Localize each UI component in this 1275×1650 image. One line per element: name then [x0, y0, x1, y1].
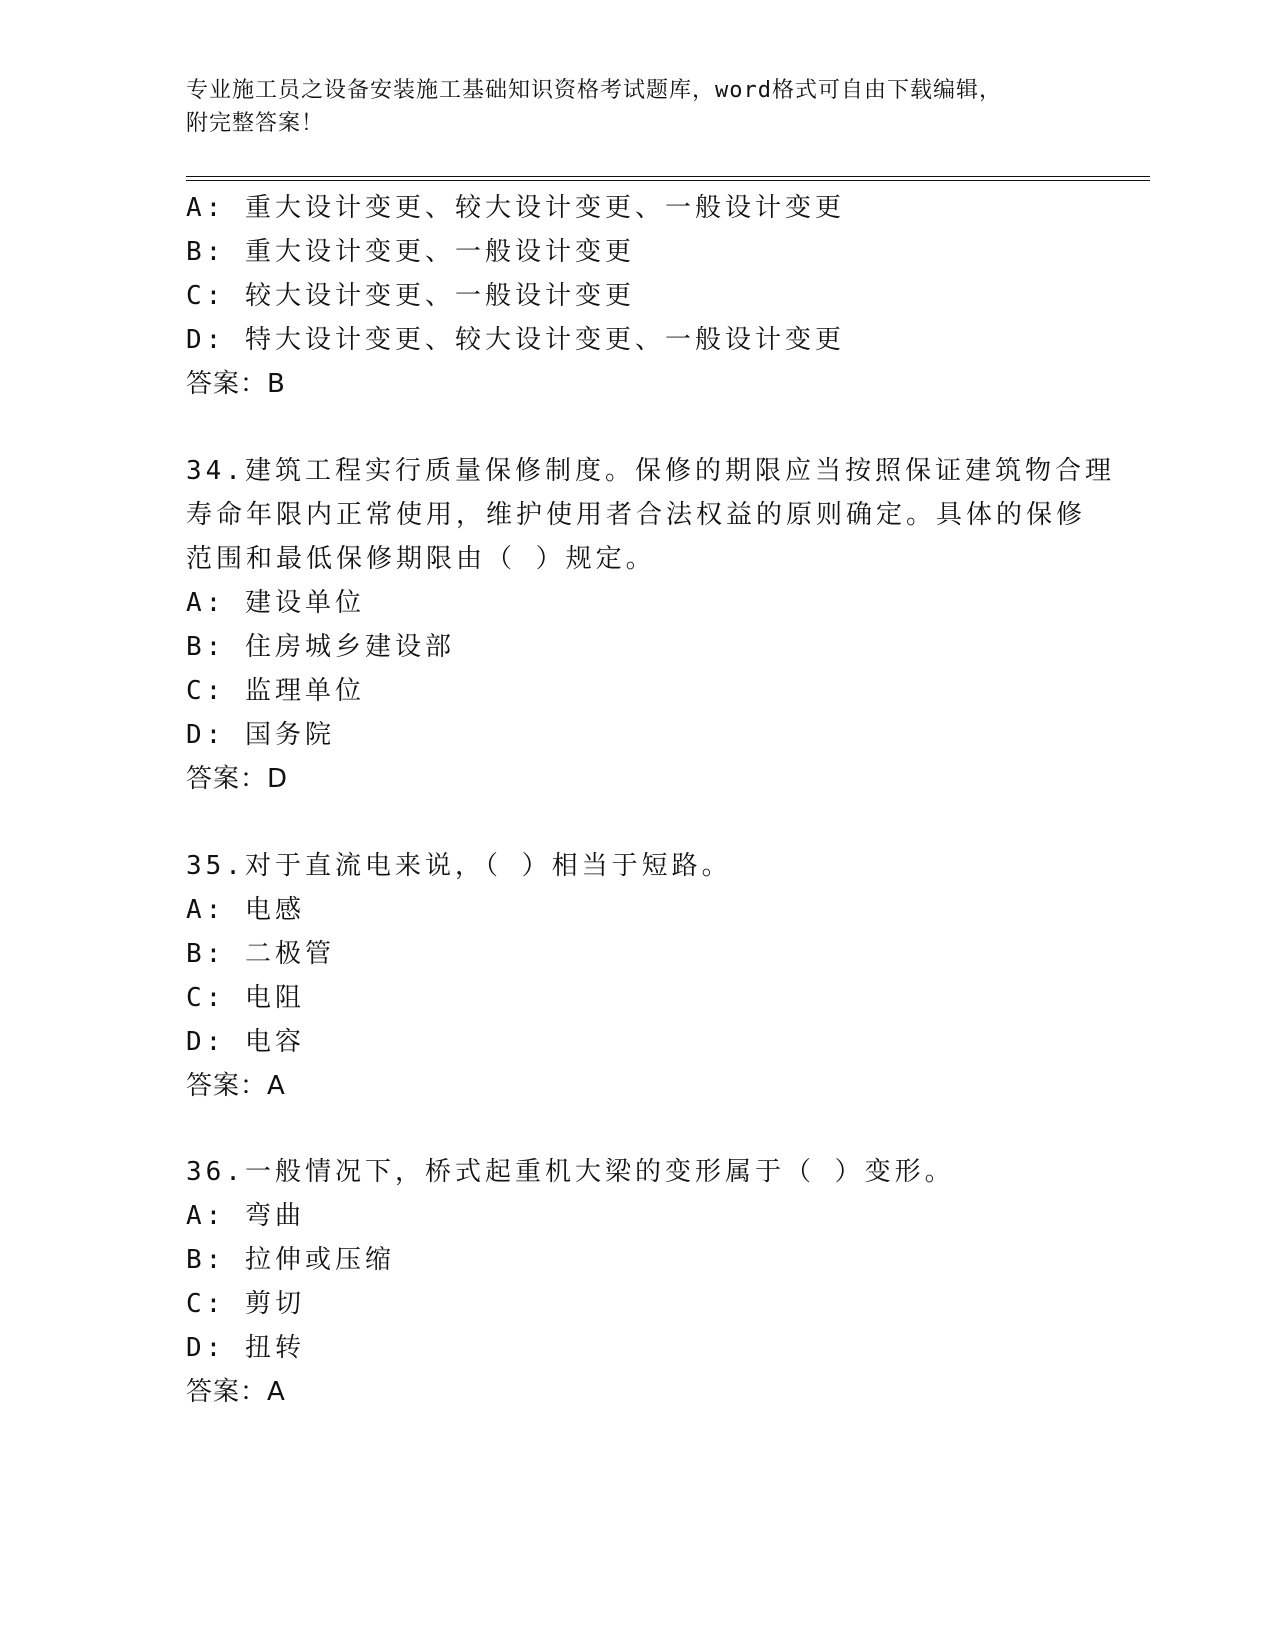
q36-option-a: A: 弯曲 — [186, 1201, 305, 1231]
q33-option-a: A: 重大设计变更、较大设计变更、一般设计变更 — [186, 193, 845, 223]
document-header — [186, 74, 1046, 140]
q35-option-d: D: 电容 — [186, 1027, 305, 1057]
q35-answer: 答案：A — [186, 1071, 286, 1101]
q34-answer: 答案：D — [186, 764, 289, 794]
q34-stem-line-3: 范围和最低保修期限由（ ）规定。 — [186, 544, 656, 574]
q34-stem-line-2: 寿命年限内正常使用，维护使用者合法权益的原则确定。具体的保修 — [186, 500, 1087, 530]
q34-stem-line-1: 34.建筑工程实行质量保修制度。保修的期限应当按照保证建筑物合理 — [186, 456, 1115, 486]
q35-option-a: A: 电感 — [186, 895, 305, 925]
q36-answer: 答案：A — [186, 1377, 286, 1407]
q33-option-b: B: 重大设计变更、一般设计变更 — [186, 237, 635, 267]
header-line-2: 附完整答案！ — [186, 111, 325, 136]
q33-option-c: C: 较大设计变更、一般设计变更 — [186, 281, 635, 311]
q34-option-a: A: 建设单位 — [186, 588, 365, 618]
q35-stem: 35.对于直流电来说，（ ）相当于短路。 — [186, 851, 732, 881]
header-line-1: 专业施工员之设备安装施工基础知识资格考试题库，word格式可自由下载编辑， — [186, 78, 1002, 103]
q35-option-b: B: 二极管 — [186, 939, 335, 969]
q34-option-b: B: 住房城乡建设部 — [186, 632, 455, 662]
q33-option-d: D: 特大设计变更、较大设计变更、一般设计变更 — [186, 325, 845, 355]
q36-stem: 36.一般情况下，桥式起重机大梁的变形属于（ ）变形。 — [186, 1157, 955, 1187]
q33-answer: 答案：B — [186, 369, 286, 399]
q36-option-d: D: 扭转 — [186, 1333, 305, 1363]
q36-option-b: B: 拉伸或压缩 — [186, 1245, 395, 1275]
header-divider — [186, 176, 1150, 181]
q35-option-c: C: 电阻 — [186, 983, 305, 1013]
q36-option-c: C: 剪切 — [186, 1289, 305, 1319]
q34-option-d: D: 国务院 — [186, 720, 335, 750]
q34-option-c: C: 监理单位 — [186, 676, 365, 706]
